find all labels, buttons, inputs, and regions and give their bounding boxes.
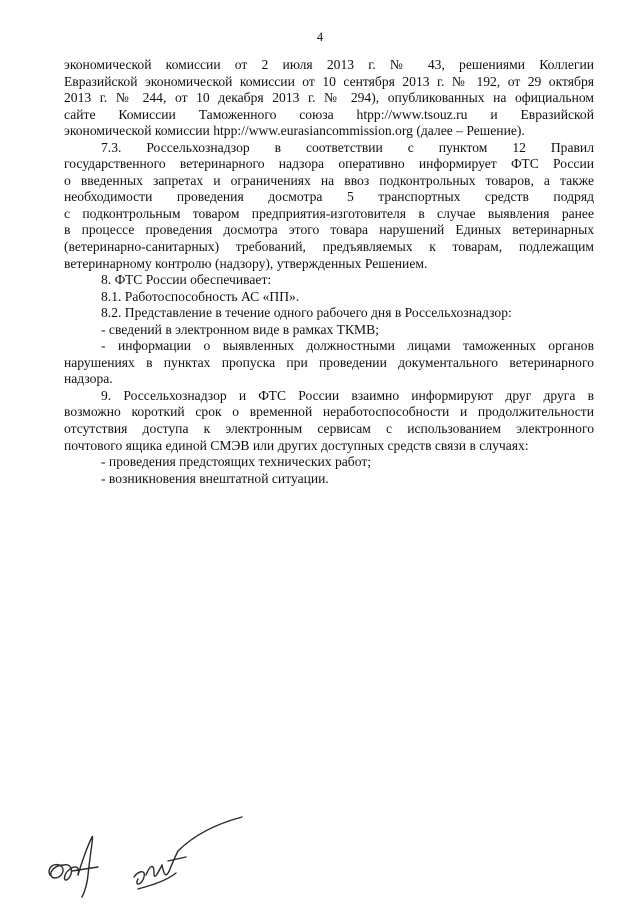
text-line: 8. ФТС России обеспечивает: — [101, 272, 272, 288]
text-line: государственного ветеринарного надзора оперативно информирует ФТС России — [64, 156, 594, 172]
text-line: в процессе проведения досмотра этого товара нарушений Единых ветеринарных — [64, 222, 594, 238]
text-line: почтового ящика единой СМЭВ или других доступных средств связи в случаях: — [64, 437, 529, 453]
text-line: о введенных запретах и ограничениях на ввоз подконтрольных товаров, а также — [64, 172, 594, 188]
text-line: Евразийской экономической комиссии от 10 сентября 2013 г. № 192, от 29 октября — [64, 73, 594, 89]
paragraph-8 — [64, 272, 594, 289]
text-line: (ветеринарно-санитарных) требований, предъявляемых к товарам, подлежащим — [64, 239, 594, 255]
page-number: 4 — [316, 30, 324, 44]
text-line: - возникновения внештатной ситуации. — [101, 470, 329, 486]
text-line: сайте Комиссии Таможенного союза htpp://www.tsouz.ru и Евразийской — [64, 106, 594, 122]
handwritten-signature — [42, 815, 262, 900]
text-line: ветеринарному контролю (надзору), утвержденных Решением. — [64, 255, 428, 271]
text-line: - сведений в электронном виде в рамках ТКМВ; — [101, 321, 379, 337]
list-item-electronic-data — [64, 322, 594, 339]
document-body — [64, 57, 594, 487]
text-line: 2013 г. № 244, от 10 декабря 2013 г. № 294), опубликованных на официальном — [64, 90, 594, 106]
paragraph-9 — [64, 388, 594, 454]
paragraph-decision-references — [64, 57, 594, 140]
list-item-emergency — [64, 471, 594, 488]
text-line: надзора. — [64, 371, 113, 387]
paragraph-8-2 — [64, 305, 594, 322]
text-line: 8.1. Работоспособность АС «ПП». — [101, 288, 300, 304]
signature-stroke — [168, 857, 186, 861]
signature-stroke — [162, 851, 178, 875]
text-line: экономической комиссии от 2 июля 2013 г. № 43, решениями Коллегии — [64, 57, 594, 72]
paragraph-8-1 — [64, 289, 594, 306]
text-line: отсутствия доступа к электронным сервисам с использованием электронного — [64, 421, 594, 437]
signature-stroke — [146, 865, 162, 876]
signature-stroke — [78, 837, 93, 897]
text-line: - информации о выявленных должностными лицами таможенных органов — [101, 338, 594, 354]
text-line: с подконтрольным товаром предприятия-изготовителя в случае выявления ранее — [64, 205, 594, 221]
signature-stroke — [178, 817, 242, 851]
text-line: - проведения предстоящих технических работ; — [101, 454, 372, 470]
text-line: экономической комиссии htpp://www.eurasiancommission.org (далее – Решение). — [64, 123, 525, 139]
text-line: 7.3. Россельхознадзор в соответствии с пунктом 12 Правил — [101, 139, 594, 155]
text-line: необходимости проведения досмотра 5 транспортных средств подряд — [64, 189, 594, 205]
paragraph-7-3 — [64, 140, 594, 272]
list-item-technical-works — [64, 454, 594, 471]
text-line: 8.2. Представление в течение одного рабочего дня в Россельхознадзор: — [101, 305, 512, 321]
text-line: нарушениях в пунктах пропуска при проведении документального ветеринарного — [64, 354, 594, 370]
text-line: 9. Россельхознадзор и ФТС России взаимно информируют друг друга в — [101, 387, 594, 403]
signature-stroke — [49, 865, 64, 878]
signature-stroke — [64, 865, 79, 880]
list-item-violations-info — [64, 338, 594, 388]
signature-stroke — [134, 872, 144, 884]
text-line: возможно короткий срок о временной неработоспособности и продолжительности — [64, 404, 594, 420]
